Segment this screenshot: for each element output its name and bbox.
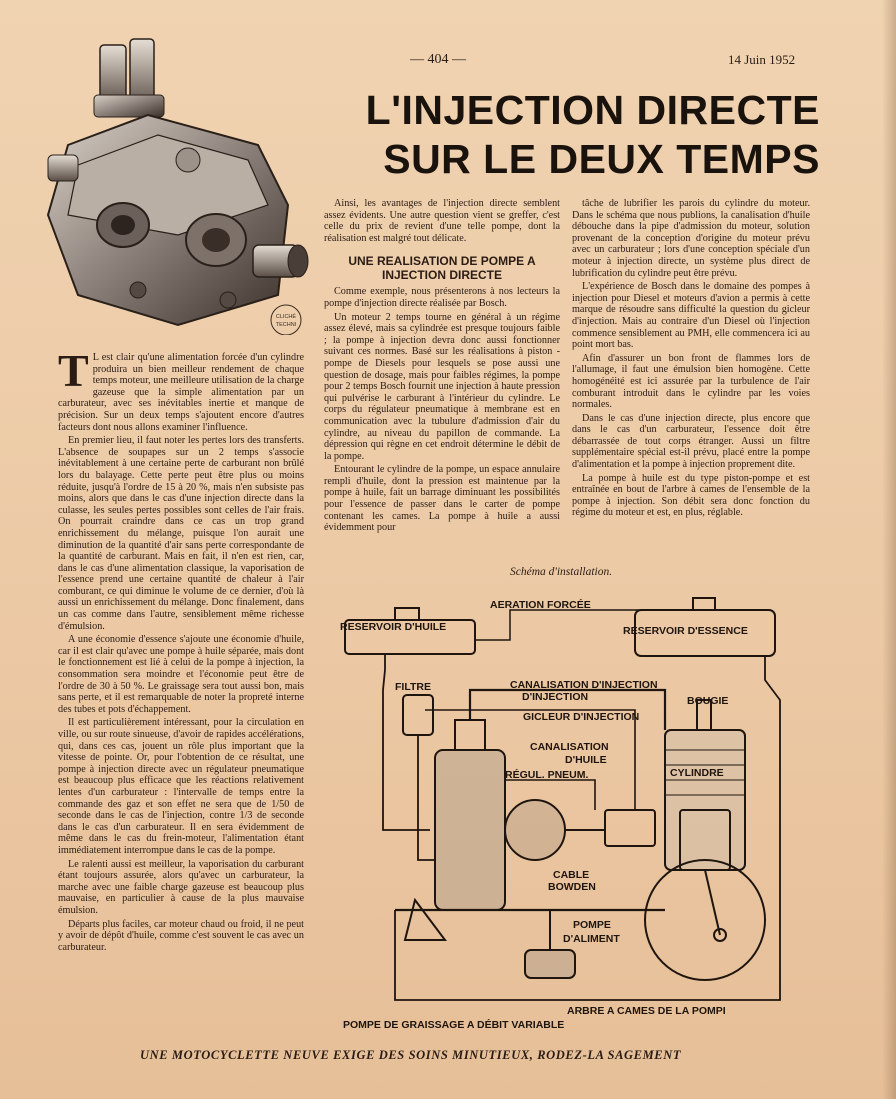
paragraph: Ainsi, les avantages de l'injection directe semblent assez évidents. Une autre question vient se greffer, c'est celle du prix de revient d'une telle pompe, dont la réalisation est malgré tout délicate. bbox=[324, 198, 560, 244]
text-column-2 bbox=[324, 198, 560, 536]
installation-diagram bbox=[335, 580, 805, 1040]
footer-slogan: UNE MOTOCYCLETTE NEUVE EXIGE DES SOINS MINUTIEUX, RODEZ-LA SAGEMENT bbox=[140, 1048, 682, 1062]
label-feed-pump: POMPE bbox=[573, 919, 611, 931]
label-injection-line: CANALISATION D'INJECTION bbox=[510, 679, 658, 691]
issue-date: 14 Juin 1952 bbox=[728, 52, 796, 67]
label-cable: CABLE bbox=[553, 869, 590, 881]
paragraph: Comme exemple, nous présenterons à nos lecteurs la pompe d'injection directe réalisée par Bosch. bbox=[324, 286, 560, 309]
svg-text:CLICHÉ: CLICHÉ bbox=[275, 314, 297, 320]
label-camshaft: ARBRE A CAMES DE LA POMPI bbox=[567, 1005, 726, 1017]
label-fuel-tank: RESERVOIR D'ESSENCE bbox=[623, 625, 748, 637]
svg-text:TECHNI: TECHNI bbox=[275, 322, 297, 328]
paragraph: Dans le cas d'une injection directe, plus encore que dans le cas d'un carburateur, l'essence doit être débarrassée de tout corps étranger. Aussi un filtre supplémentaire spécial est-il prévu, placé entre la pompe d'alimentation et la pompe à injection proprement dite. bbox=[572, 412, 810, 471]
label-feed-pump-2: D'ALIMENT bbox=[563, 933, 620, 945]
pneumatic-regulator bbox=[505, 800, 565, 860]
section-subheading: UNE REALISATION DE POMPE A INJECTION DIRECTE bbox=[348, 254, 536, 283]
crankcase bbox=[645, 860, 765, 980]
paragraph: Départs plus faciles, car moteur chaud ou froid, il ne peut y avoir de dépôt d'huile, comme c'est souvent le cas avec un carburateur. bbox=[58, 918, 304, 953]
label-oil-line: CANALISATION bbox=[530, 741, 609, 753]
page-number: — 404 — bbox=[410, 52, 466, 67]
paragraph: tâche de lubrifier les parois du cylindre du moteur. Dans le schéma que nous publions, la canalisation d'huile débouche dans la pipe d'admission du moteur, solution provenant de la conception d'origine du moteur prévu avec un carburateur ; lors d'une conception spéciale d'un moteur à injection directe, un système plus direct de lubrification du cylindre peut être prévu. bbox=[572, 198, 810, 279]
paragraph: Il est particulièrement intéressant, pour la circulation en ville, ou sur route sinueuse, d'avoir de rapides accélérations, qui, dans ces cas, jouent un rôle plus important que la vitesse de pointe. Or, pour l'obtention de ce résultat, une pompe à injection directe avec un régulateur pneumatique est beaucoup plus efficace que les réactions relativement lentes d'un carburateur : l'intervalle de temps entre la commande des gaz et son effet ne sera que de 1/50 de seconde dans le cas de l'injection, contre 1/3 de seconde dans le cas d'un carburateur. Il en sera évidemment de même dans le cas du frein-moteur, l'alimentation étant immédiatement interrompue dans le cas de la pompe. bbox=[58, 717, 304, 856]
paragraph: En premier lieu, il faut noter les pertes lors des transferts. L'absence de soupapes sur un 2 temps s'associe inévitablement à une certaine perte de carburant non brûlé lors du balayage. Cette perte peut être plus ou moins réduite, jusqu'à l'ordre de 15 à 20 %, mais n'en subsiste pas moins, alors que dans le cas d'une injection directe dans la culasse, les seules pertes possibles sont celles de l'air frais. On pourrait craindre dans ce cas un trop grand enrichissement du mélange, puisque l'on aurait une diminution de la quantité d'air sans perte correspondante de la quantité de carburant. Mais en fait, il n'en est rien, car, dans le cas d'une alimentation classique, la vaporisation de l'essence prend une certaine quantité de chaleur à l'air comburant, ce qui diminue le volume de ce dernier, d'où là aussi un enrichissement du mélange. Donc finalement, dans un cas comme dans l'autre, sensiblement même richesse d'émulsion. bbox=[58, 435, 304, 632]
label-cylinder: CYLINDRE bbox=[670, 767, 724, 779]
article-title bbox=[300, 86, 820, 184]
paragraph: L'expérience de Bosch dans le domaine des pompes à injection pour Diesel et moteurs d'avion a permis à cette marque de résoudre sans difficulté la question du gicleur d'injection. Mais au contraire d'un Diesel où l'injection commence sensiblement au PMH, elle commencera ici au point mort bas. bbox=[572, 281, 810, 351]
title-line-2: SUR LE DEUX TEMPS bbox=[383, 136, 820, 182]
label-oil-line-2: D'HUILE bbox=[565, 754, 607, 766]
text-column-3 bbox=[572, 198, 810, 521]
paragraph: La pompe à huile est du type piston-pompe et est entraînée en bout de l'arbre à cames de l'ensemble de la pompe à injection. Son débit sera donc fonction du régime du moteur et est, en plus, réglable. bbox=[572, 472, 810, 519]
label-grease-pump: POMPE DE GRAISSAGE A DÉBIT VARIABLE bbox=[343, 1019, 565, 1031]
paragraph: T L est clair qu'une alimentation forcée d'un cylindre produira un bien meilleur rendement de chaque temps moteur, une meilleure utilisation de la charge gazeuse que la simple alimentation par un carburateur, avec ses inévitables inertie et manque de précision. Sur un deux temps s'ajoutent encore d'autres facteurs dont nous allons examiner l'influence. bbox=[58, 345, 304, 433]
paragraph: Entourant le cylindre de la pompe, un espace annulaire rempli d'huile, dont la pression est maintenue par la pompe à huile, fait un barrage diminuant les possibilités pour l'essence de passer dans le carter de pompe contenant les cames. La pompe à huile a aussi évidemment pour bbox=[324, 464, 560, 534]
label-filter: FILTRE bbox=[395, 681, 431, 693]
text-column-1 bbox=[58, 345, 304, 955]
injection-pump-body bbox=[435, 750, 505, 910]
label-oil-tank: RESERVOIR D'HUILE bbox=[340, 621, 447, 633]
diagram-caption: Schéma d'installation. bbox=[510, 566, 613, 578]
cylinder bbox=[665, 730, 745, 870]
filter bbox=[403, 695, 433, 735]
label-spark-plug: BOUGIE bbox=[687, 695, 729, 707]
label-cable-2: BOWDEN bbox=[548, 881, 596, 893]
paragraph: A une économie d'essence s'ajoute une économie d'huile, car il est clair qu'avec une pompe à huile séparée, mais dont le fonctionnement est lié à celui de la pompe à injection, la consommation sera moindre et l'économie peut être de l'ordre de 30 à 50 %. Le graissage sera tout aussi bon, mais sans perte, et il est remarquable de noter la propreté interne des tubes et pots d'échappement. bbox=[58, 634, 304, 715]
label-injector: GICLEUR D'INJECTION bbox=[523, 711, 640, 723]
paragraph: Le ralenti aussi est meilleur, la vaporisation du carburant étant toujours assurée, alors qu'avec un carburateur, la marche avec une faible charge gazeuse est beaucoup plus mauvaise, en particulier à cause de la plus mauvaise émulsion. bbox=[58, 858, 304, 916]
page-edge-shadow bbox=[882, 0, 896, 1099]
title-line-1: L'INJECTION DIRECTE bbox=[365, 87, 820, 133]
label-aeration: AERATION FORCÉE bbox=[490, 599, 591, 611]
paragraph: Afin d'assurer un bon front de flammes lors de l'allumage, il faut une émulsion bien homogène. Cette homogénéité est ici assurée par la turbulence de l'air comburant introduit dans le cylindre par les voies normales. bbox=[572, 352, 810, 411]
feed-pump bbox=[525, 950, 575, 978]
label-injection-line-2: D'INJECTION bbox=[522, 691, 589, 703]
drop-cap: T bbox=[58, 345, 89, 396]
paragraph: Un moteur 2 temps tourne en général à un régime assez élevé, mais sa cylindrée est presque toujours faible ; la pompe à injection devra donc aussi fonctionner suivant ces normes. Basé sur les réalisations à piston - pompe de Diesels pour lesquels se pose aussi une question de dosage, mais pour faibles régimes, la pompe pour 2 temps Bosch fournit une injection à haute pression qui pulvérise le carburant à l'intérieur du cylindre. Le corps du régulateur pneumatique à membrane est en communication avec la tubulure d'admission d'air du cylindre, au niveau du papillon de commande. La dépression qui règne en cet endroit détermine le débit de la pompe. bbox=[324, 311, 560, 462]
injection-pump-illustration bbox=[38, 35, 318, 335]
label-regulator: RÉGUL. PNEUM. bbox=[505, 769, 589, 781]
